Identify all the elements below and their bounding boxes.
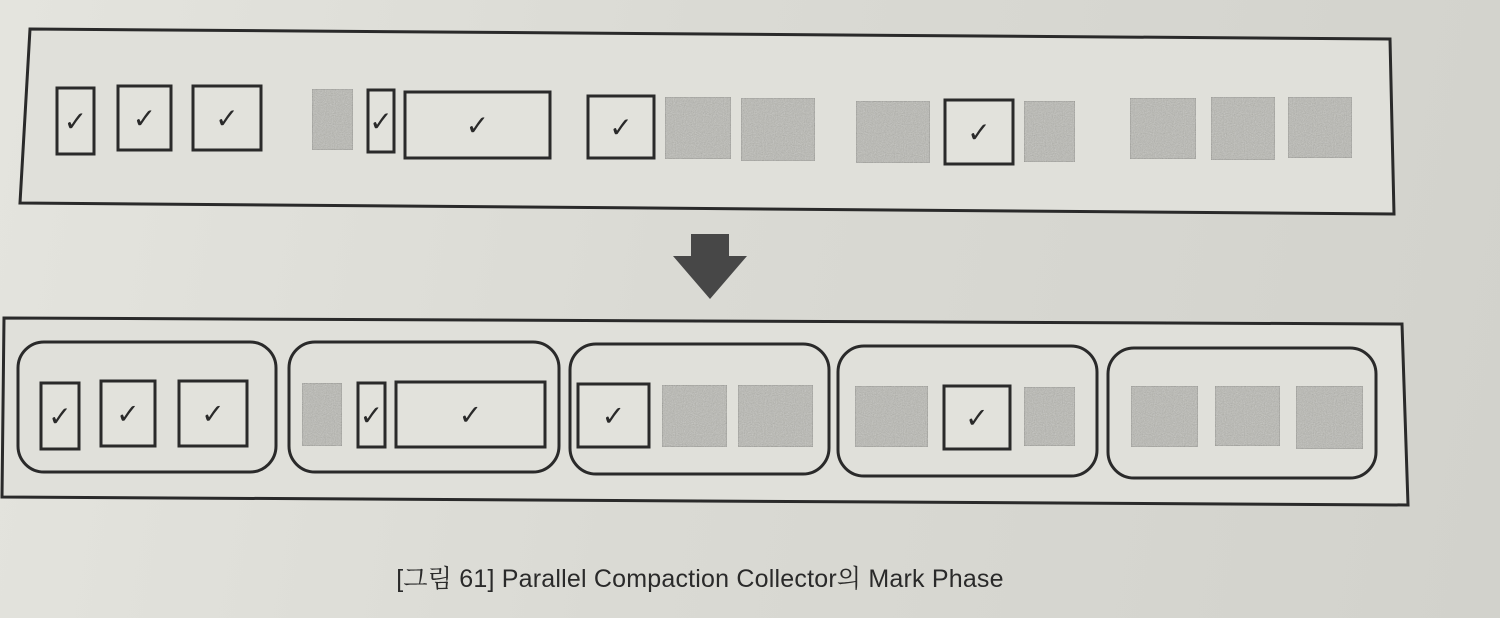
heap-before-garbage-object <box>312 89 353 150</box>
heap-before-garbage-object <box>856 101 930 163</box>
check-mark-icon: ✓ <box>601 399 626 433</box>
check-mark-icon: ✓ <box>359 399 384 432</box>
check-mark-icon: ✓ <box>116 397 140 431</box>
heap-before-garbage-object <box>1288 97 1352 158</box>
heap-before-garbage-object <box>1211 97 1275 160</box>
check-mark-icon: ✓ <box>201 397 225 431</box>
check-mark-icon: ✓ <box>965 401 989 435</box>
check-mark-icon: ✓ <box>369 105 393 138</box>
check-mark-icon: ✓ <box>465 109 490 142</box>
heap-before-garbage-object <box>1130 98 1196 159</box>
heap-after-garbage-object <box>1215 386 1280 446</box>
check-mark-icon: ✓ <box>132 102 157 135</box>
heap-after-garbage-object <box>1131 386 1198 447</box>
check-mark-icon: ✓ <box>609 111 633 144</box>
heap-after-garbage-object <box>855 386 928 447</box>
heap-after-garbage-object <box>662 385 727 447</box>
down-arrow-icon <box>673 234 747 299</box>
heap-after-garbage-object <box>738 385 813 447</box>
check-mark-icon: ✓ <box>967 116 991 149</box>
heap-after-garbage-object <box>1024 387 1075 446</box>
check-mark-icon: ✓ <box>215 102 239 135</box>
heap-before-garbage-object <box>1024 101 1075 162</box>
heap-before-garbage-object <box>665 97 731 159</box>
figure-caption: [그림 61] Parallel Compaction Collector의 Mark Phase <box>396 565 1004 593</box>
heap-before-garbage-object <box>741 98 815 161</box>
check-mark-icon: ✓ <box>458 398 483 432</box>
heap-after-objects <box>41 381 1363 449</box>
check-mark-icon: ✓ <box>48 400 72 433</box>
check-mark-icon: ✓ <box>63 105 88 138</box>
heap-after-garbage-object <box>1296 386 1363 449</box>
heap-after-garbage-object <box>302 383 342 446</box>
